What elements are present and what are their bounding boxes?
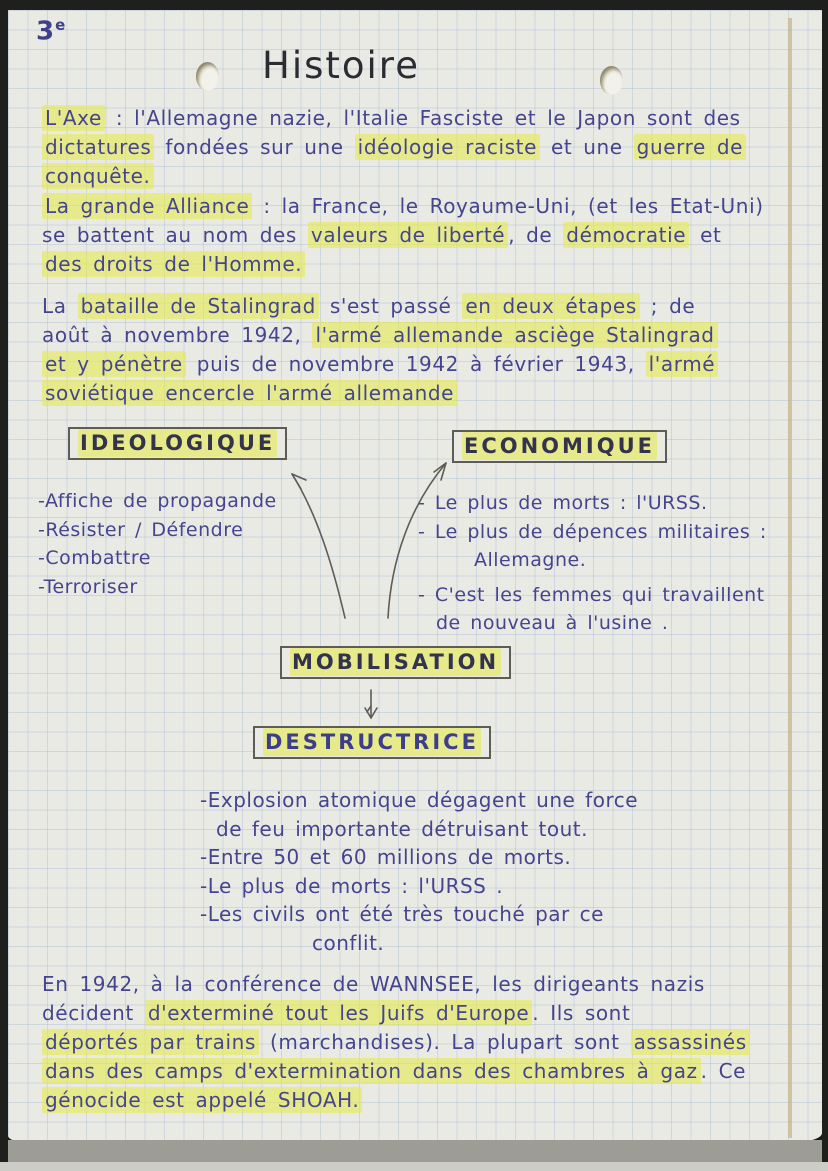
text-line — [42, 379, 718, 408]
highlighted-text: valeurs de liberté — [308, 222, 508, 248]
economique-list — [418, 489, 767, 638]
highlighted-text: l'armé — [646, 351, 719, 377]
paragraph-stalingrad — [42, 292, 718, 408]
text-segment: (marchandises). La plupart sont — [258, 1030, 631, 1054]
paper-edge-line — [788, 18, 792, 1138]
list-item: de nouveau à l'usine . — [436, 612, 669, 634]
list-item: conflit. — [312, 930, 385, 955]
list-item: - C'est les femmes qui travaillent — [418, 583, 765, 606]
list-item: -Entre 50 et 60 millions de morts. — [200, 845, 572, 869]
text-segment: , de — [508, 223, 564, 247]
highlighted-text: des droits de l'Homme. — [42, 251, 305, 277]
paragraph-alliance — [42, 192, 764, 279]
paper-bottom-shadow — [8, 1140, 822, 1162]
list-item: -Explosion atomique dégagent une force — [200, 788, 639, 812]
text-line — [42, 221, 764, 250]
highlighted-text: bataille de Stalingrad — [78, 293, 319, 319]
text-segment: décident — [42, 1001, 145, 1025]
text-segment: fondées sur une — [154, 135, 355, 159]
text-line — [42, 292, 718, 321]
list-item: Allemagne. — [474, 549, 587, 571]
paragraph-axe — [42, 104, 746, 191]
text-segment: s'est passé — [318, 294, 463, 318]
text-line — [42, 133, 746, 162]
list-item: - Le plus de dépences militaires : — [418, 520, 767, 543]
text-line — [42, 250, 764, 279]
punch-hole-right — [600, 66, 623, 95]
text-segment: puis de novembre 1942 à février 1943, — [185, 352, 646, 376]
text-segment: . Ce — [700, 1059, 747, 1083]
highlighted-text: guerre de — [634, 134, 746, 160]
photo-bottom-edge — [0, 1162, 828, 1171]
highlighted-text: démocratie — [563, 222, 689, 248]
diagram-box-mobilisation: MOBILISATION — [280, 646, 511, 679]
text-line — [42, 1086, 750, 1115]
list-item: -Les civils ont été très touché par ce — [200, 902, 604, 926]
list-item: -Le plus de morts : l'URSS . — [200, 873, 504, 898]
highlighted-text: d'exterminé tout les Juifs d'Europe — [145, 1000, 532, 1026]
text-line — [42, 350, 718, 379]
list-item: -Combattre — [38, 547, 151, 569]
text-line — [42, 970, 750, 999]
text-segment: : la France, le Royaume-Uni, (et les Etat-Uni) — [252, 194, 764, 218]
text-segment: ; de — [639, 294, 696, 318]
text-segment: . Ils sont — [532, 1001, 631, 1025]
class-level-label: 3e — [36, 16, 67, 47]
highlighted-text: dans des camps d'extermination dans des chambres à gaz — [42, 1058, 701, 1084]
highlighted-text: déportés par trains — [42, 1029, 259, 1055]
highlighted-text: génocide est appelé SHOAH. — [42, 1087, 362, 1113]
highlighted-text: assassinés — [631, 1029, 750, 1055]
highlighted-text: soviétique encercle l'armé allemande — [42, 380, 457, 406]
highlighted-text: l'armé allemande asciège Stalingrad — [312, 322, 717, 348]
highlighted-text: dictatures — [42, 134, 154, 160]
highlighted-text: en deux étapes — [462, 293, 639, 319]
list-item: -Résister / Défendre — [38, 518, 244, 541]
highlighted-text: idéologie raciste — [355, 134, 540, 160]
diagram-box-economique: ECONOMIQUE — [452, 430, 667, 463]
diagram-box-destructrice: DESTRUCTRICE — [253, 726, 491, 759]
text-line — [42, 104, 746, 133]
text-segment: : l'Allemagne nazie, l'Italie Fasciste et le Japon sont des — [104, 106, 741, 130]
list-item: -Affiche de propagande — [38, 490, 277, 512]
text-line — [42, 1057, 750, 1086]
diagram-box-ideologique: IDEOLOGIQUE — [68, 427, 287, 460]
highlighted-text: La grande Alliance — [42, 193, 252, 219]
text-segment: La — [42, 294, 78, 318]
highlighted-text: et y pénètre — [42, 351, 186, 377]
page-title: Histoire — [262, 44, 420, 87]
destructrice-list — [200, 786, 638, 957]
text-segment: En 1942, à la conférence de WANNSEE, les dirigeants nazis — [42, 972, 705, 996]
highlighted-text: conquête. — [42, 163, 154, 189]
text-line — [42, 192, 764, 221]
text-line — [42, 162, 746, 191]
text-segment: et — [689, 223, 722, 247]
text-segment: août à novembre 1942, — [42, 323, 313, 347]
list-item: de feu importante détruisant tout. — [216, 816, 589, 841]
text-segment: et une — [539, 135, 634, 159]
text-line — [42, 999, 750, 1028]
text-line — [42, 1028, 750, 1057]
text-line — [42, 321, 718, 350]
text-segment: se battent au nom des — [42, 223, 308, 247]
punch-hole-left — [196, 62, 219, 91]
paragraph-wannsee — [42, 970, 750, 1115]
list-item: - Le plus de morts : l'URSS. — [418, 492, 708, 514]
ideologique-list — [38, 487, 277, 601]
highlighted-text: L'Axe — [42, 105, 105, 131]
list-item: -Terroriser — [38, 575, 138, 598]
